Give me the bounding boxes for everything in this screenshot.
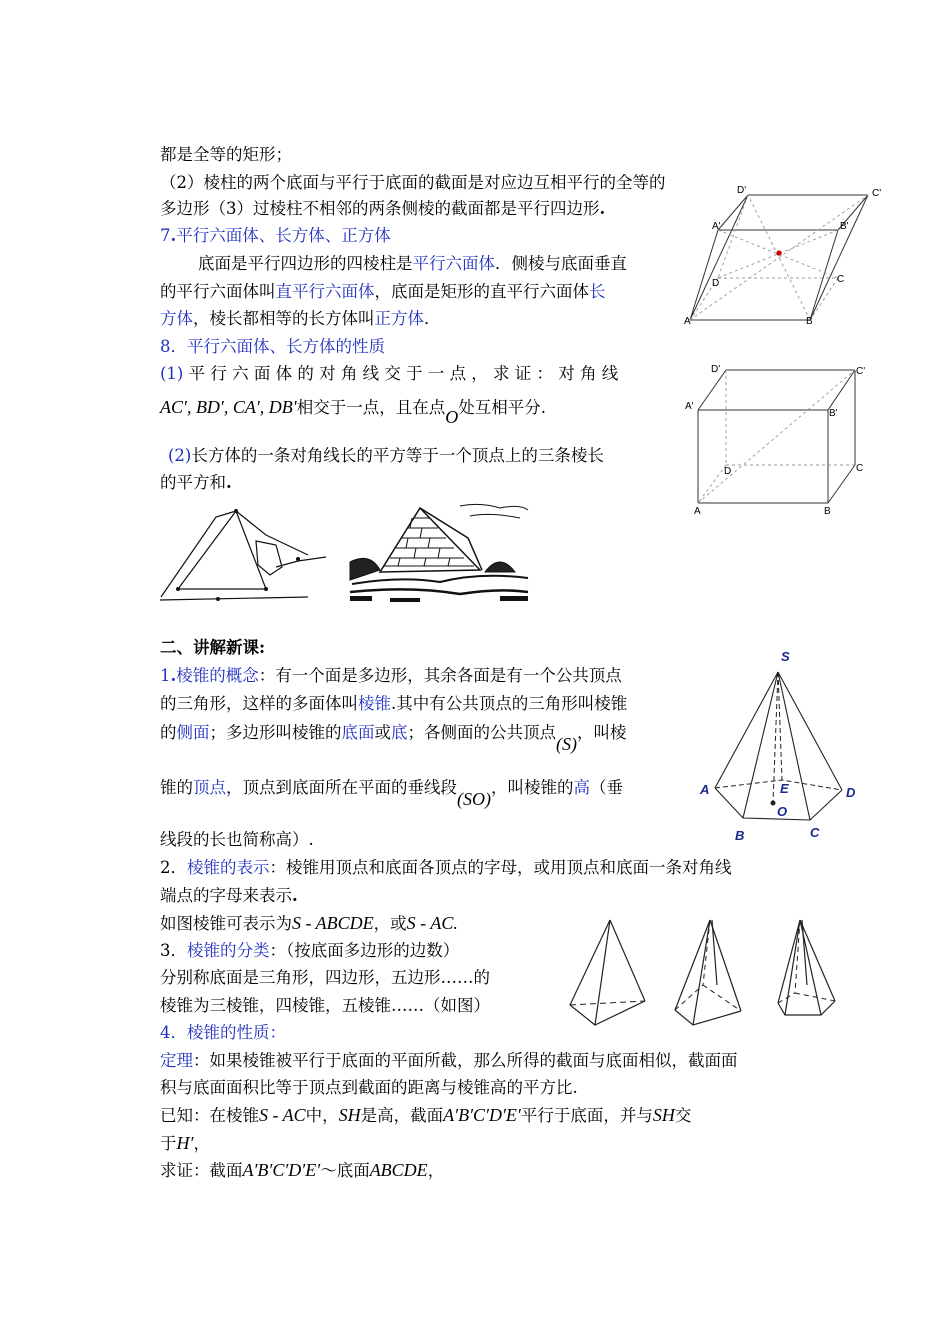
label-A: A — [694, 506, 701, 517]
text-line: 锥的顶点，顶点到底面所在平面的垂线段(SO)，叫棱锥的高（垂 — [160, 778, 623, 809]
text-line: 1.棱锥的概念：有一个面是多边形，其余各面是有一个公共顶点 — [160, 666, 622, 685]
text-line: （2）棱柱的两个底面与平行于底面的截面是对应边互相平行的全等的 — [160, 173, 666, 192]
foot-point-O — [771, 801, 776, 806]
section-heading-7: 7.平行六面体、长方体、正方体 — [160, 226, 391, 245]
label-C: C — [837, 274, 845, 285]
text-line: 线段的长也简称高）. — [160, 830, 314, 849]
text-line: (2)长方体的一条对角线长的平方等于一个顶点上的三条棱长 — [168, 446, 604, 465]
label-C-prime: C' — [872, 188, 882, 199]
text-line: (1) 平 行 六 面 体 的 对 角 线 交 于 一 点 ， 求 证 ： 对 角 线 — [160, 364, 619, 383]
text-line: 底面是平行四边形的四棱柱是平行六面体．侧棱与底面垂直 — [198, 254, 627, 273]
pyramid-types-figure — [565, 915, 850, 1030]
text-line: 已知：在棱锥S - AC中，SH是高，截面A′B′C′D′E′平行于底面，并与SH交 — [160, 1105, 692, 1125]
text-line: 分别称底面是三角形，四边形，五边形……的 — [160, 968, 490, 987]
text-line: 于H′， — [160, 1133, 210, 1153]
text-line: 如图棱锥可表示为S - ABCDE，或S - AC. — [160, 913, 458, 933]
text-line: 都是全等的矩形； — [160, 145, 292, 164]
vertex-label-O: O — [777, 804, 788, 819]
text-line: 方体，棱长都相等的长方体叫正方体． — [160, 309, 441, 328]
text-line: 的侧面；多边形叫棱锥的底面或底；各侧面的公共顶点(S)，叫棱 — [160, 723, 627, 754]
cuboid-figure — [680, 360, 895, 525]
vertex-label-A: A — [700, 782, 710, 797]
parallelepiped-figure — [680, 180, 895, 330]
text-line: 的三角形，这样的多面体叫棱锥.其中有公共顶点的三角形叫棱锥 — [160, 694, 628, 713]
text-line: 3．棱锥的分类：（按底面多边形的边数） — [160, 941, 460, 960]
label-D-prime: D' — [737, 185, 747, 196]
section-heading-8: 8．平行六面体、长方体的性质 — [160, 337, 385, 356]
vertex-label-S: S — [781, 649, 790, 664]
text-line: 2．棱锥的表示：棱锥用顶点和底面各顶点的字母，或用顶点和底面一条对角线 — [160, 858, 732, 877]
center-point — [776, 250, 781, 255]
label-A-prime: A' — [712, 221, 721, 232]
section-heading-2: 二、讲解新课: — [160, 638, 266, 657]
label-A-prime: A' — [685, 401, 694, 412]
vertex-label-B: B — [735, 828, 745, 843]
label-D: D — [712, 278, 720, 289]
label-B-prime: B' — [829, 408, 838, 419]
label-B: B — [824, 506, 831, 517]
text-line: 积与底面面积比等于顶点到截面的距离与棱锥高的平方比. — [160, 1078, 578, 1097]
label-C: C — [856, 463, 864, 474]
vertex-label-E: E — [780, 781, 789, 796]
vertex-label-D: D — [846, 785, 856, 800]
label-A: A — [684, 316, 691, 327]
label-D-prime: D' — [711, 364, 721, 375]
pyramid-measure-sketch — [158, 505, 338, 605]
pyramid-drawing — [350, 500, 530, 605]
text-line: 的平行六面体叫直平行六面体，底面是矩形的直平行六面体长 — [160, 282, 606, 301]
text-line: 定理：如果棱锥被平行于底面的平面所截，那么所得的截面与底面相似，截面面 — [160, 1051, 738, 1070]
vertex-label-C: C — [810, 825, 820, 840]
text-line: 棱锥为三棱锥，四棱锥，五棱锥……（如图） — [160, 996, 490, 1015]
label-B-prime: B' — [840, 221, 849, 232]
text-line: 求证：截面A′B′C′D′E′～底面ABCDE， — [160, 1160, 445, 1180]
label-C-prime: C' — [856, 366, 866, 377]
text-line: 的平方和. — [160, 473, 232, 492]
text-line: AC′, BD′, CA′, DB′相交于一点，且在点O处互相平分. — [160, 397, 546, 427]
pentagonal-pyramid-figure — [695, 645, 875, 845]
label-B: B — [806, 316, 813, 327]
text-line: 端点的字母来表示. — [160, 886, 298, 905]
label-D: D — [724, 466, 732, 477]
text-line: 4．棱锥的性质： — [160, 1023, 286, 1042]
text-line: 多边形（3）过棱柱不相邻的两条侧棱的截面都是平行四边形. — [160, 199, 606, 218]
